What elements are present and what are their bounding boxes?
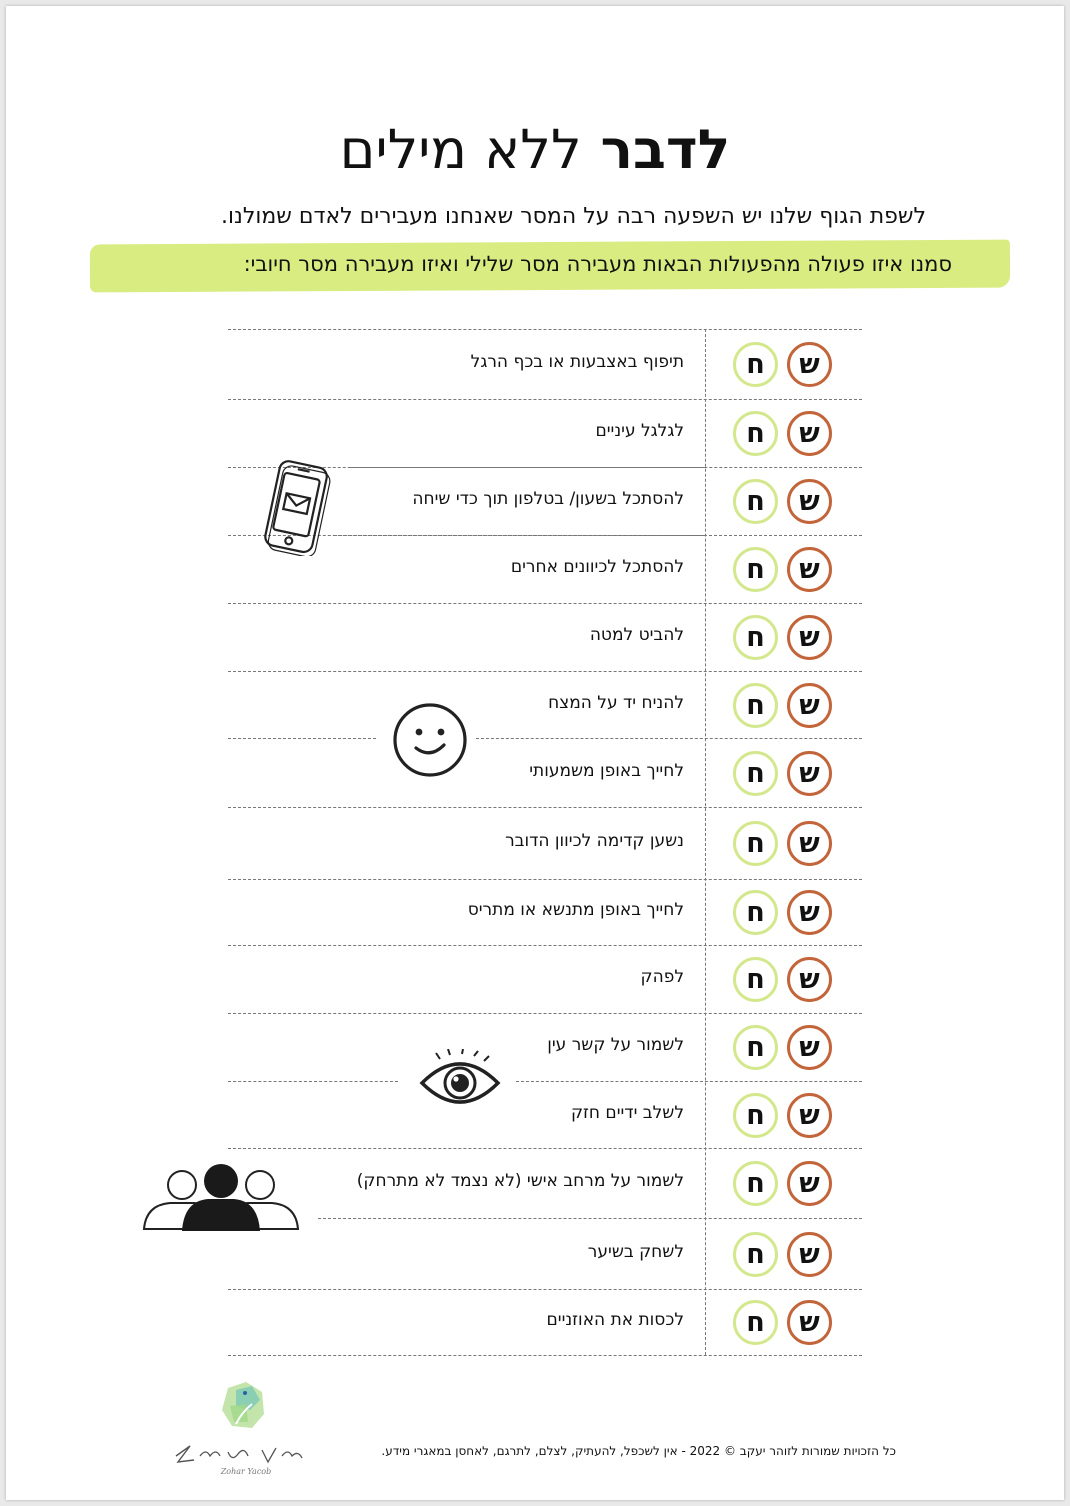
positive-choice[interactable]: ח [733, 615, 778, 660]
negative-choice[interactable]: ש [787, 751, 832, 796]
eye-icon [418, 1049, 502, 1117]
positive-choice[interactable]: ח [733, 411, 778, 456]
positive-choice[interactable]: ח [733, 547, 778, 592]
item-text: לכסות את האוזניים [546, 1310, 684, 1330]
people-icon [142, 1163, 300, 1233]
item-text: לשמור על קשר עין [547, 1035, 684, 1055]
row-divider [228, 1355, 862, 1356]
negative-choice[interactable]: ש [787, 1025, 832, 1070]
negative-choice[interactable]: ש [787, 957, 832, 1002]
table-row [228, 879, 862, 945]
table-row [228, 329, 862, 399]
positive-choice[interactable]: ח [733, 1025, 778, 1070]
page-title [6, 118, 1064, 181]
logo-signature: Zohar Yacob [220, 1467, 272, 1476]
negative-choice[interactable]: ש [787, 615, 832, 660]
table-row [228, 1289, 862, 1355]
negative-choice[interactable]: ש [787, 683, 832, 728]
negative-choice[interactable]: ש [787, 1161, 832, 1206]
item-text: לחייך באופן משמעותי [529, 760, 684, 781]
item-text: נשען קדימה לכיוון הדובר [505, 831, 684, 851]
negative-choice[interactable]: ש [787, 1232, 832, 1277]
item-text: להביט למטה [589, 625, 684, 645]
table-row [228, 807, 862, 879]
negative-choice[interactable]: ש [787, 1093, 832, 1138]
table-row [228, 1218, 862, 1289]
positive-choice[interactable]: ח [733, 1161, 778, 1206]
table-row [228, 1081, 862, 1148]
positive-choice[interactable]: ח [733, 957, 778, 1002]
positive-choice[interactable]: ח [733, 1300, 778, 1345]
smiley-icon [389, 699, 471, 781]
item-text: לחייך באופן מתנשא או מתריס [467, 900, 684, 920]
positive-choice[interactable]: ח [733, 479, 778, 524]
positive-choice[interactable]: ח [733, 890, 778, 935]
instruction-text: סמנו איזו פעולה מהפעולות הבאות מעבירה מסר שלילי ואיזו מעבירה מסר חיובי: [243, 252, 952, 276]
table-row [228, 1148, 862, 1218]
negative-choice[interactable]: ש [787, 821, 832, 866]
item-text: לשחק בשיער [587, 1241, 684, 1262]
title-bold-word: לדבר [600, 118, 731, 181]
item-text: לפהק [640, 967, 684, 987]
table-row [228, 945, 862, 1013]
negative-choice[interactable]: ש [787, 411, 832, 456]
title-rest: ללא מילים [339, 118, 582, 181]
item-text: לשמור על מרחב אישי (לא נצמד לא מתרחק) [356, 1171, 684, 1191]
item-text: לשלב ידיים חזק [570, 1102, 684, 1123]
subtitle: לשפת הגוף שלנו יש השפעה רבה על המסר שאנחנו מעבירים לאדם שמולנו. [221, 204, 926, 229]
item-text: תיפוף באצבעות או בכף הרגל [470, 352, 684, 372]
negative-choice[interactable]: ש [787, 890, 832, 935]
copyright-footer: כל הזכויות שמורות לזוהר יעקב © 2022 - אין לשכפל, להעתיק, לצלם, לתרגם, לאחסן במאגרי מידע. [381, 1444, 896, 1458]
phone-icon [258, 458, 338, 556]
positive-choice[interactable]: ח [733, 342, 778, 387]
positive-choice[interactable]: ח [733, 751, 778, 796]
logo [166, 1376, 326, 1476]
positive-choice[interactable]: ח [733, 683, 778, 728]
item-text: לגלגל עיניים [595, 421, 684, 441]
item-text: להסתכל בשעון/ בטלפון תוך כדי שיחה [412, 489, 684, 509]
item-text: להניח יד על המצח [548, 692, 684, 713]
table-row [228, 671, 862, 738]
worksheet-page [6, 6, 1064, 1500]
table-row [228, 603, 862, 671]
negative-choice[interactable]: ש [787, 1300, 832, 1345]
positive-choice[interactable]: ח [733, 1093, 778, 1138]
positive-choice[interactable]: ח [733, 1232, 778, 1277]
table-row [228, 399, 862, 467]
table-row [228, 1013, 862, 1081]
table-row [228, 738, 862, 807]
negative-choice[interactable]: ש [787, 479, 832, 524]
positive-choice[interactable]: ח [733, 821, 778, 866]
negative-choice[interactable]: ש [787, 547, 832, 592]
item-text: להסתכל לכיוונים אחרים [510, 557, 684, 577]
negative-choice[interactable]: ש [787, 342, 832, 387]
